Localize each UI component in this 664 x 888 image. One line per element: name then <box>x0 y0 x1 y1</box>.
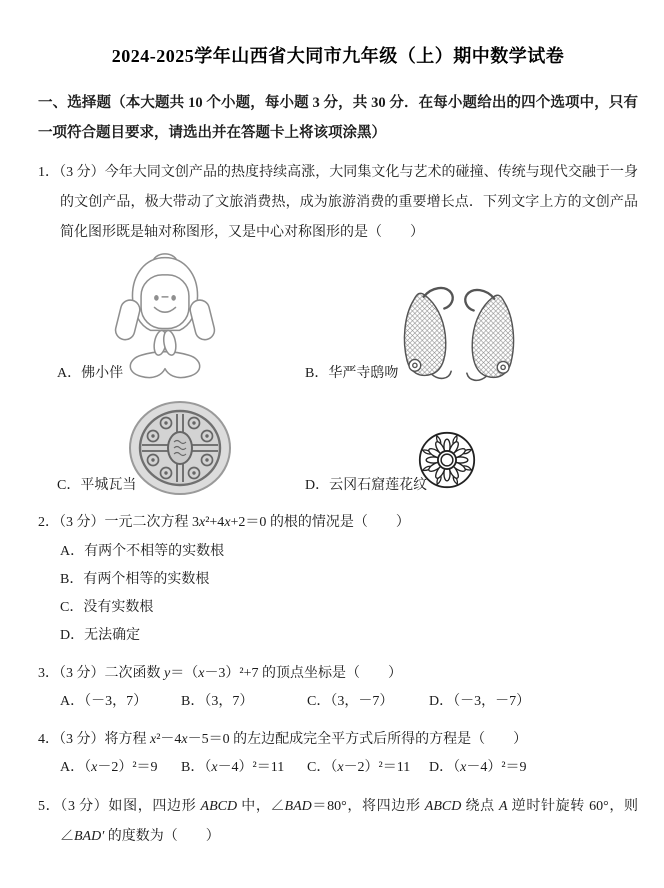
text-segment: 3．（3 分）二次函数 <box>38 666 164 681</box>
text-segment: 的左边配成完全平方式后所得的方程是（ ） <box>229 732 528 747</box>
text-segment: －2）²＝9 <box>97 760 158 775</box>
question-3-option-a <box>60 688 181 716</box>
text-segment: 2．（3 分）一元二次方程 <box>38 515 192 530</box>
question-4-option-c <box>307 754 429 782</box>
text-segment: x <box>460 760 467 775</box>
text-segment: ＝80°，将四边形 <box>311 799 425 814</box>
question-1 <box>38 158 638 496</box>
question-3-option-d <box>429 688 530 716</box>
text-segment: －2）²＝11 <box>343 760 411 775</box>
text-segment: x <box>150 732 157 747</box>
option-a-label: A．佛小伴 <box>57 366 124 381</box>
question-1-stem <box>38 158 638 248</box>
question-3-option-b <box>181 688 307 716</box>
section-header: 一、选择题（本大题共 10 个小题，每小题 3 分，共 30 分．在每小题给出的四个选项中，只有一项符合题目要求，请选出并在答题卡上将该项涂黑） <box>38 95 638 141</box>
text-segment: x <box>198 666 205 681</box>
text-segment: ²－4 <box>156 732 182 747</box>
question-1-option-a <box>57 250 305 384</box>
question-3-options <box>38 688 638 716</box>
text-segment: 4．（3 分）将方程 <box>38 732 150 747</box>
text-segment: 绕点 <box>461 799 499 814</box>
text-segment: 的根的情况是（ ） <box>266 515 410 530</box>
text-segment: x <box>337 760 344 775</box>
text-segment: 的度数为（ ） <box>104 829 220 844</box>
text-segment: ²+4 <box>205 515 225 530</box>
text-segment: －3）²+7 <box>204 666 259 681</box>
text-segment: A．（ <box>60 760 92 775</box>
question-2 <box>38 508 638 650</box>
question-4-option-b <box>181 754 307 782</box>
question-2-option-d: D．无法确定 <box>60 628 141 643</box>
question-4-options <box>38 754 638 782</box>
question-1-option-d <box>305 398 638 496</box>
option-b-label: B．华严寺鸱吻 <box>305 366 399 381</box>
question-2-stem <box>38 508 638 538</box>
text-segment: 1．（3 分）今年大同文创产品的热度持续高涨，大同集文化与艺术的碰撞、传统与现代交融于一身的文创产品，极大带动了文旅消费热，成为旅游消费的重要增长点．下列文字上方的文创产品简化图形既是轴对称图形，又是中心对称图形的是（ ） <box>38 165 638 240</box>
text-segment: A． <box>60 694 85 709</box>
chiwen-figure <box>390 284 528 384</box>
question-3 <box>38 660 638 716</box>
question-4 <box>38 726 638 782</box>
text-segment: BAD <box>284 799 312 814</box>
text-segment: x <box>224 515 231 530</box>
text-segment: D．（ <box>429 760 461 775</box>
question-1-figures-row1 <box>57 250 638 384</box>
text-segment: －4）²＝11 <box>217 760 285 775</box>
text-segment: y <box>164 666 171 681</box>
tile-figure <box>128 400 232 496</box>
page-title: 2024-2025学年山西省大同市九年级（上）期中数学试卷 <box>111 46 565 66</box>
text-segment: 5．（3 分）如图，四边形 <box>38 799 201 814</box>
text-segment: （－3，－7） <box>453 694 531 709</box>
text-segment: B． <box>181 694 205 709</box>
text-segment: x <box>181 732 188 747</box>
text-segment: x <box>211 760 218 775</box>
text-segment: （3，－7） <box>330 694 394 709</box>
question-1-figures-row2 <box>57 398 638 496</box>
question-2-option-c: C．没有实数根 <box>60 600 154 615</box>
question-5-stem <box>38 792 638 852</box>
text-segment: 3 <box>192 515 199 530</box>
text-segment: x <box>199 515 206 530</box>
text-segment: 逆时针旋转 60°，则∠ <box>60 799 639 844</box>
text-segment: B．（ <box>181 760 212 775</box>
question-3-stem <box>38 660 638 688</box>
question-4-stem <box>38 726 638 754</box>
question-3-option-c <box>307 688 429 716</box>
text-segment: BAD′ <box>74 829 105 844</box>
option-d-label: D．云冈石窟莲花纹 <box>305 478 428 493</box>
question-5 <box>38 792 638 852</box>
text-segment: （－3，7） <box>84 694 148 709</box>
text-segment: A <box>498 799 508 814</box>
text-segment: 的顶点坐标是（ ） <box>258 666 403 681</box>
text-segment: ABCD <box>200 799 238 814</box>
text-segment: C． <box>307 694 331 709</box>
text-segment: ＝（ <box>170 666 199 681</box>
question-1-option-b <box>305 250 638 384</box>
text-segment: C．（ <box>307 760 338 775</box>
text-segment: +2＝0 <box>230 515 267 530</box>
question-2-option-b: B．有两个相等的实数根 <box>60 572 210 587</box>
question-2-options <box>38 538 638 650</box>
question-4-option-d <box>429 754 527 782</box>
text-segment: x <box>91 760 98 775</box>
question-1-option-c <box>57 398 305 496</box>
option-c-label: C．平城瓦当 <box>57 478 137 493</box>
text-segment: ABCD <box>424 799 462 814</box>
question-2-option-a: A．有两个不相等的实数根 <box>60 544 225 559</box>
text-segment: D． <box>429 694 454 709</box>
text-segment: （3，7） <box>204 694 254 709</box>
question-4-option-a <box>60 754 181 782</box>
text-segment: －4）²＝9 <box>466 760 527 775</box>
text-segment: －5＝0 <box>187 732 230 747</box>
text-segment: 中，∠ <box>237 799 285 814</box>
buddha-figure <box>112 250 218 384</box>
